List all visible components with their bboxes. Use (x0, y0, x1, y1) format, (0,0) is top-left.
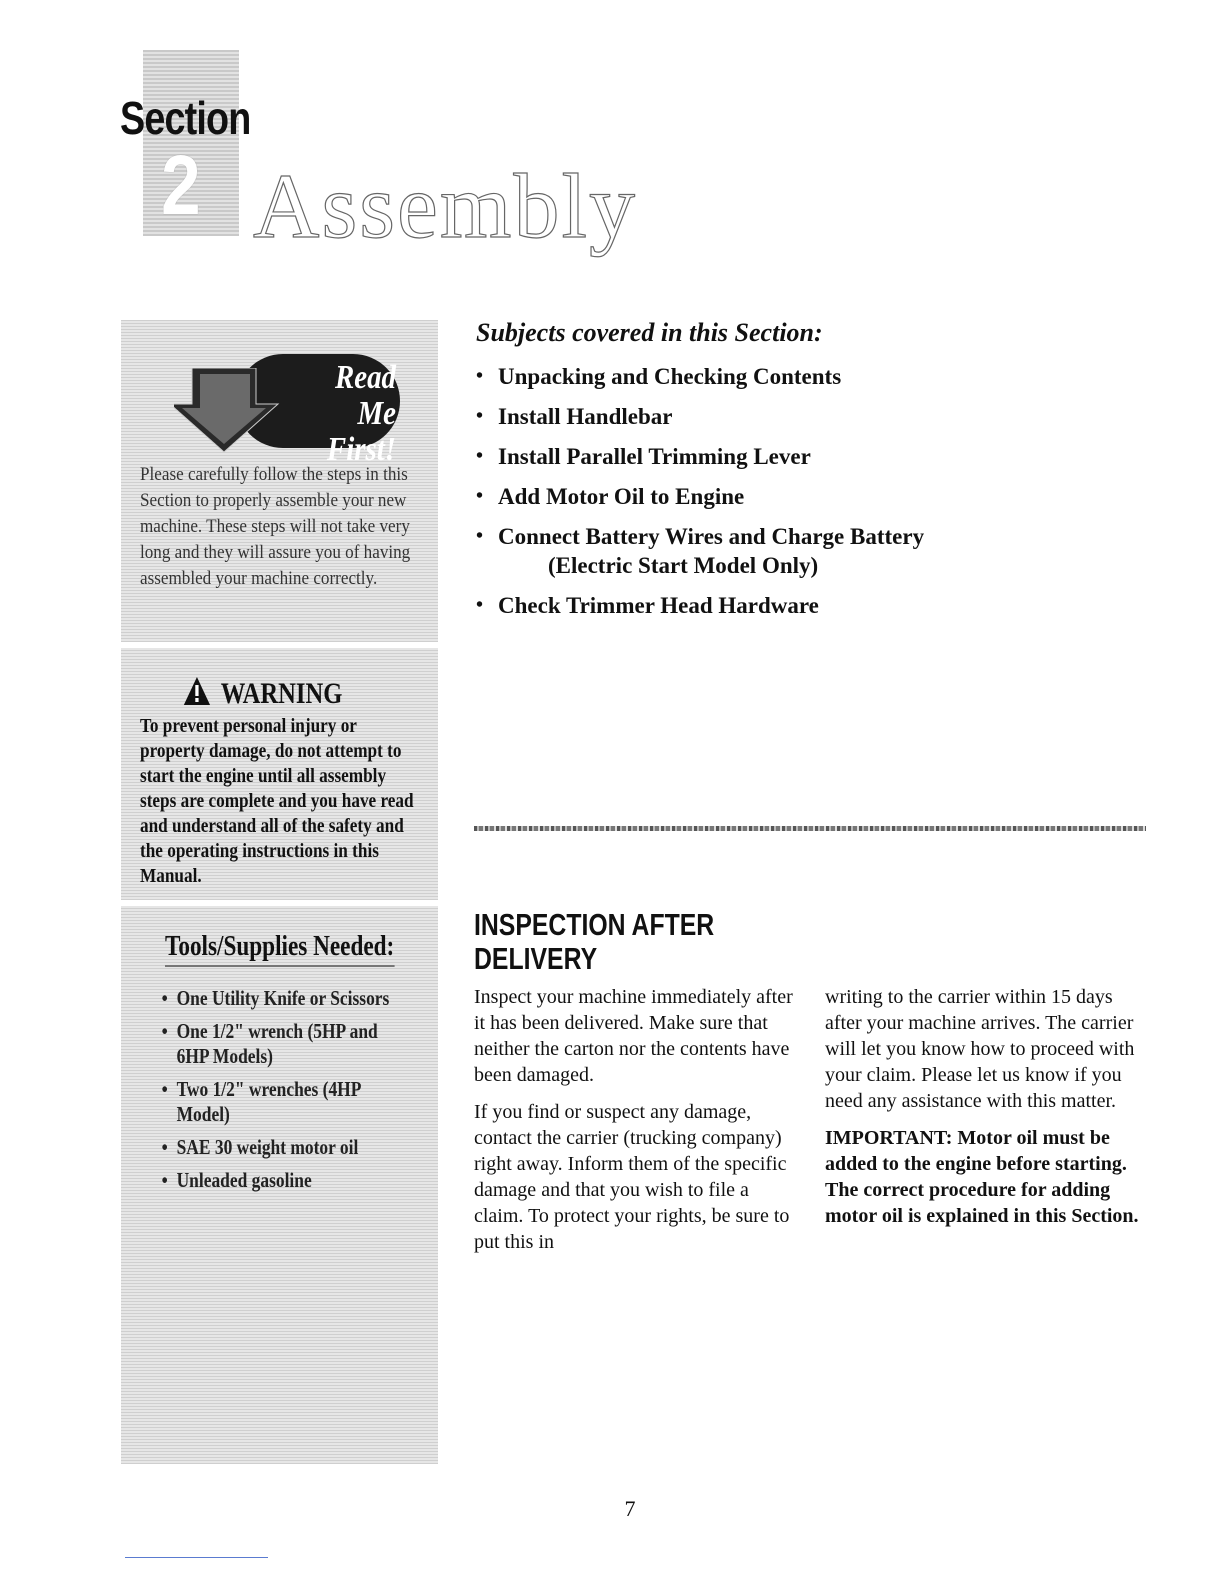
badge-line-2: First! (326, 431, 396, 468)
warning-heading (183, 676, 342, 711)
badge-line-1: Read Me (334, 359, 396, 432)
inspection-column-2 (825, 984, 1145, 1240)
warning-text: To prevent personal injury or property damage, do not attempt to start the engine until all assembly steps are complete and you have read and understand all of the safety and the operating instructions in this Manual. (140, 715, 414, 887)
subject-item: • Check Trimmer Head Hardware (476, 591, 1036, 620)
subject-item-note: (Electric Start Model Only) (548, 553, 819, 578)
read-me-first-badge (174, 354, 400, 468)
tools-list (160, 986, 401, 1201)
tool-item: • One Utility Knife or Scissors (160, 986, 401, 1011)
inspection-heading: INSPECTION AFTER DELIVERY (474, 907, 715, 976)
subjects-list (476, 362, 1036, 631)
tool-item: • Two 1/2" wrenches (4HP Model) (160, 1077, 401, 1127)
subject-item-battery (476, 522, 1036, 580)
warning-title: WARNING (220, 677, 343, 710)
subject-item: • Install Handlebar (476, 402, 1036, 431)
subject-item: • Install Parallel Trimming Lever (476, 442, 1036, 471)
inspection-column-1 (474, 984, 799, 1266)
tool-item: • SAE 30 weight motor oil (160, 1135, 401, 1160)
subject-item-text: Connect Battery Wires and Charge Battery (498, 524, 925, 549)
subjects-heading: Subjects covered in this Section: (476, 318, 823, 347)
footer-rule (125, 1557, 268, 1558)
section-number: 2 (161, 138, 201, 232)
inspection-para-2-start: If you find or suspect any damage, contact the carrier (trucking company) right away. Inform them of the specific damage and that you wish to file a claim. To protect your rights, be sure to put this in (474, 1101, 790, 1253)
section-divider (474, 826, 1146, 831)
subject-item: • Add Motor Oil to Engine (476, 482, 1036, 511)
section-title: Assembly (253, 155, 637, 257)
inspection-para-1: Inspect your machine immediately after it has been delivered. Make sure that neither the carton nor the contents have been damaged. (474, 986, 793, 1086)
warning-triangle-icon (183, 676, 211, 706)
subject-item: • Unpacking and Checking Contents (476, 362, 1036, 391)
important-note: IMPORTANT: Motor oil must be added to the engine before starting. The correct procedure for adding motor oil is explained in this Section. (825, 1127, 1139, 1227)
tools-heading: Tools/Supplies Needed: (165, 930, 394, 967)
down-arrow-icon (174, 368, 284, 454)
tool-item: • Unleaded gasoline (160, 1168, 401, 1193)
tool-item: • One 1/2" wrench (5HP and 6HP Models) (160, 1019, 401, 1069)
intro-text: Please carefully follow the steps in this Section to properly assemble your new machine. These steps will not take very long and they will assure you of having assembled your machine correctly. (140, 464, 411, 589)
inspection-para-2-end: writing to the carrier within 15 days after your machine arrives. The carrier will let you know how to proceed with your claim. Please let us know if you need any assistance with this matter. (825, 986, 1135, 1112)
page-number: 7 (624, 1496, 636, 1521)
section-label: Section (120, 92, 251, 144)
